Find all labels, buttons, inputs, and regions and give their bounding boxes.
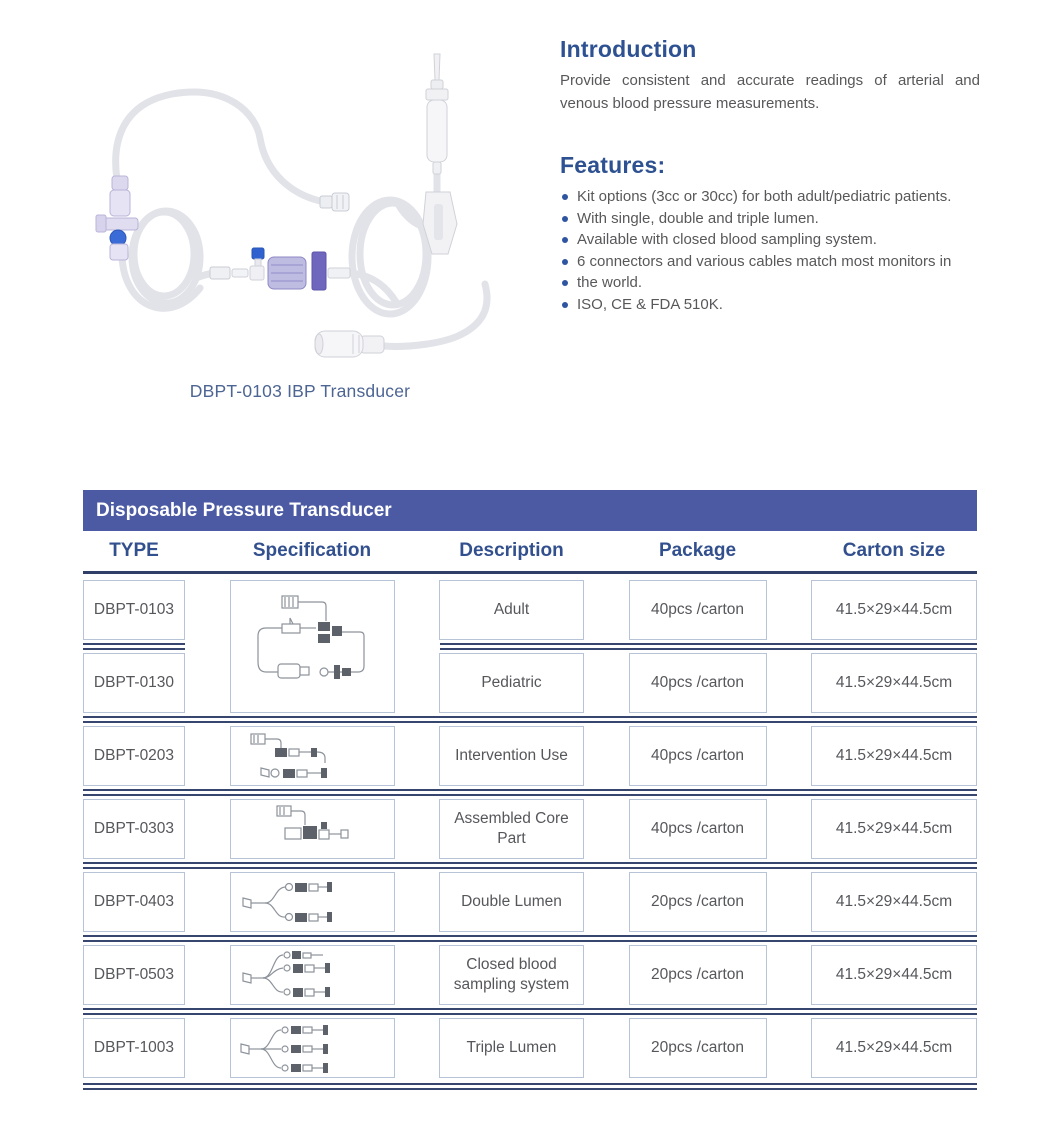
group-separator: [83, 713, 977, 726]
carton-size-cell: 41.5×29×44.5cm: [811, 799, 977, 859]
luer-connector: [320, 193, 349, 211]
spec-cell: [230, 872, 395, 932]
group-separator: [83, 786, 977, 799]
spec-drawing-dbpt-1003: [237, 1022, 387, 1074]
type-cell: DBPT-0130: [83, 653, 185, 713]
table-row: [83, 653, 977, 713]
feature-item: 6 connectors and various cables match most monitors in: [560, 251, 986, 273]
separator-line: [83, 716, 977, 723]
type-cell: DBPT-0503: [83, 945, 185, 1005]
photo-caption: DBPT-0103 IBP Transducer: [189, 381, 411, 401]
feature-item: With single, double and triple lumen.: [560, 208, 986, 230]
table-header-row: [83, 531, 977, 571]
description-cell: Double Lumen: [439, 872, 584, 932]
table-row: [83, 1018, 977, 1078]
spec-cell: [230, 1018, 395, 1078]
column-header-carton-size: Carton size: [842, 540, 946, 561]
spec-drawing-dbpt-0503: [237, 949, 387, 1001]
package-cell: 20pcs /carton: [629, 945, 767, 1005]
separator-line: [83, 789, 977, 796]
type-cell: DBPT-0203: [83, 726, 185, 786]
table-body: [83, 574, 977, 1090]
description-cell: Pediatric: [439, 653, 584, 713]
table-row: [83, 799, 977, 859]
table-bottom-rule: [83, 1083, 977, 1090]
separator-line: [83, 935, 977, 942]
feature-item: Available with closed blood sampling system.: [560, 229, 986, 251]
type-cell: DBPT-0303: [83, 799, 185, 859]
features-section: [560, 152, 986, 316]
spec-cell: [230, 799, 395, 859]
product-table: [83, 490, 977, 1090]
feature-item: ISO, CE & FDA 510K.: [560, 294, 986, 316]
spec-cell: [230, 726, 395, 786]
package-cell: 40pcs /carton: [629, 799, 767, 859]
column-header-package: Package: [658, 540, 737, 561]
spec-drawing-dbpt-0103-0130: [238, 588, 388, 706]
blue-port-cap: [252, 248, 264, 259]
feature-item: the world.: [560, 272, 986, 294]
spec-drawing-dbpt-0203: [237, 730, 387, 782]
type-cell: DBPT-0403: [83, 872, 185, 932]
table-group-0103-0130: [83, 580, 977, 713]
carton-size-cell: 41.5×29×44.5cm: [811, 1018, 977, 1078]
table-row: [83, 726, 977, 786]
spec-drawing-dbpt-0303: [237, 803, 387, 855]
table-row: [83, 872, 977, 932]
package-cell: 40pcs /carton: [629, 580, 767, 640]
table-row: [83, 945, 977, 1005]
feature-item: Kit options (3cc or 30cc) for both adult/pediatric patients.: [560, 186, 986, 208]
type-cell: DBPT-1003: [83, 1018, 185, 1078]
purple-clamp: [312, 252, 326, 290]
group-separator: [83, 859, 977, 872]
package-cell: 20pcs /carton: [629, 1018, 767, 1078]
description-cell: Closed blood sampling system: [439, 945, 584, 1005]
spec-drawing-dbpt-0403: [237, 876, 387, 928]
spec-cell: [230, 945, 395, 1005]
product-photo: [60, 26, 540, 378]
description-cell: Adult: [439, 580, 584, 640]
introduction-section: [560, 36, 980, 115]
table-row: [83, 580, 977, 640]
table-banner: Disposable Pressure Transducer: [83, 490, 977, 531]
introduction-body: Provide consistent and accurate readings of arterial and venous blood pressure measurements.: [560, 72, 980, 112]
group-separator: [83, 1005, 977, 1018]
column-header-type: TYPE: [109, 540, 159, 561]
separator-line: [440, 643, 977, 650]
features-title: Features:: [560, 152, 666, 178]
introduction-title: Introduction: [560, 36, 697, 62]
type-cell: DBPT-0103: [83, 580, 185, 640]
separator-line: [83, 643, 185, 650]
carton-size-cell: 41.5×29×44.5cm: [811, 580, 977, 640]
group-separator: [83, 932, 977, 945]
spec-cell-0103-0130: [230, 580, 395, 713]
description-cell: Triple Lumen: [439, 1018, 584, 1078]
separator-line: [83, 1008, 977, 1015]
row-separator-partial: [83, 640, 977, 653]
separator-line: [83, 862, 977, 869]
drip-chamber: [426, 54, 448, 174]
package-cell: 40pcs /carton: [629, 653, 767, 713]
carton-size-cell: 41.5×29×44.5cm: [811, 726, 977, 786]
package-cell: 20pcs /carton: [629, 872, 767, 932]
description-cell: Intervention Use: [439, 726, 584, 786]
features-list: [560, 186, 986, 316]
description-cell: Assembled Core Part: [439, 799, 584, 859]
monitor-connector: [315, 331, 384, 357]
carton-size-cell: 41.5×29×44.5cm: [811, 945, 977, 1005]
carton-size-cell: 41.5×29×44.5cm: [811, 872, 977, 932]
carton-size-cell: 41.5×29×44.5cm: [811, 653, 977, 713]
column-header-specification: Specification: [252, 540, 372, 561]
package-cell: 40pcs /carton: [629, 726, 767, 786]
column-header-description: Description: [459, 540, 564, 561]
middle-transducer-assembly: [210, 248, 350, 290]
